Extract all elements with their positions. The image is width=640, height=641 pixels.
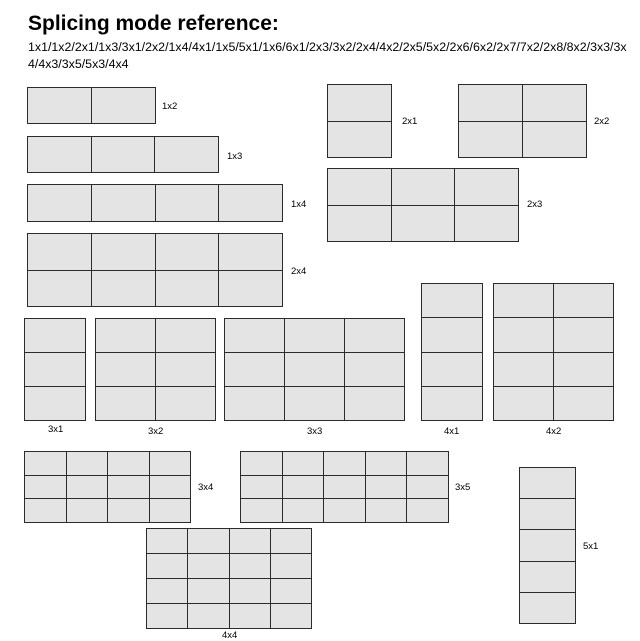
screen-cell <box>523 122 586 158</box>
screen-cell <box>156 185 219 221</box>
layout-3x1-label: 3x1 <box>48 424 64 435</box>
layout-5x1-grid <box>519 467 576 624</box>
screen-cell <box>156 319 215 352</box>
screen-cell <box>96 387 155 420</box>
screen-cell <box>523 85 586 121</box>
screen-cell <box>345 319 404 352</box>
screen-cell <box>520 468 575 498</box>
screen-cell <box>225 353 284 386</box>
screen-cell <box>241 499 282 522</box>
screen-cell <box>219 185 282 221</box>
layout-4x4-label: 4x4 <box>222 630 238 641</box>
layout-1x2-grid <box>27 87 156 124</box>
layout-5x1-label: 5x1 <box>583 541 599 552</box>
screen-cell <box>25 319 85 352</box>
layout-3x2-grid <box>95 318 216 421</box>
screen-cell <box>407 476 448 499</box>
screen-cell <box>108 476 149 499</box>
screen-cell <box>28 185 91 221</box>
screen-cell <box>25 353 85 386</box>
screen-cell <box>520 499 575 529</box>
screen-cell <box>324 452 365 475</box>
layout-2x4-label: 2x4 <box>291 266 307 277</box>
screen-cell <box>28 137 91 172</box>
screen-cell <box>422 353 482 386</box>
screen-cell <box>494 318 553 351</box>
screen-cell <box>28 271 91 307</box>
screen-cell <box>271 554 311 578</box>
screen-cell <box>328 122 391 158</box>
layout-4x1-grid <box>421 283 483 421</box>
screen-cell <box>230 604 270 628</box>
screen-cell <box>25 499 66 522</box>
screen-cell <box>241 476 282 499</box>
screen-cell <box>28 234 91 270</box>
screen-cell <box>459 85 522 121</box>
screen-cell <box>219 234 282 270</box>
screen-cell <box>271 529 311 553</box>
layout-3x2-label: 3x2 <box>148 426 164 437</box>
page-title: Splicing mode reference: <box>28 12 279 35</box>
screen-cell <box>366 452 407 475</box>
layout-3x5-label: 3x5 <box>455 482 471 493</box>
screen-cell <box>25 476 66 499</box>
screen-cell <box>422 284 482 317</box>
screen-cell <box>407 499 448 522</box>
layout-3x3-label: 3x3 <box>307 426 323 437</box>
screen-cell <box>92 234 155 270</box>
screen-cell <box>422 318 482 351</box>
layout-2x2-label: 2x2 <box>594 116 610 127</box>
screen-cell <box>188 604 228 628</box>
splicing-modes-list: 1x1/1x2/2x1/1x3/3x1/2x2/1x4/4x1/1x5/5x1/1x6/6x1/2x3/3x2/2x4/4x2/2x5/5x2/2x6/6x2/2x7/7x2/2x8/8x2/3x3/3x4/4x3/3x5/5x3/4x4 <box>28 40 627 71</box>
screen-cell <box>520 530 575 560</box>
screen-cell <box>67 499 108 522</box>
screen-cell <box>494 284 553 317</box>
screen-cell <box>283 499 324 522</box>
screen-cell <box>147 529 187 553</box>
screen-cell <box>455 169 518 205</box>
screen-cell <box>156 271 219 307</box>
screen-cell <box>285 319 344 352</box>
screen-cell <box>554 387 613 420</box>
layout-1x4-label: 1x4 <box>291 199 307 210</box>
screen-cell <box>92 88 155 123</box>
screen-cell <box>150 499 191 522</box>
layout-3x4-label: 3x4 <box>198 482 214 493</box>
layout-1x2-label: 1x2 <box>162 101 178 112</box>
screen-cell <box>156 234 219 270</box>
screen-cell <box>96 319 155 352</box>
screen-cell <box>147 554 187 578</box>
screen-cell <box>188 529 228 553</box>
screen-cell <box>188 554 228 578</box>
screen-cell <box>108 452 149 475</box>
screen-cell <box>285 387 344 420</box>
screen-cell <box>554 353 613 386</box>
screen-cell <box>92 137 155 172</box>
screen-cell <box>328 169 391 205</box>
screen-cell <box>25 387 85 420</box>
layout-2x1-label: 2x1 <box>402 116 418 127</box>
screen-cell <box>96 353 155 386</box>
screen-cell <box>324 476 365 499</box>
screen-cell <box>92 185 155 221</box>
layout-2x3-grid <box>327 168 519 242</box>
screen-cell <box>407 452 448 475</box>
screen-cell <box>554 284 613 317</box>
screen-cell <box>28 88 91 123</box>
layout-3x5-grid <box>240 451 449 523</box>
screen-cell <box>328 206 391 242</box>
screen-cell <box>520 593 575 623</box>
layout-3x4-grid <box>24 451 191 523</box>
screen-cell <box>225 319 284 352</box>
screen-cell <box>230 554 270 578</box>
screen-cell <box>271 604 311 628</box>
screen-cell <box>283 452 324 475</box>
screen-cell <box>392 206 455 242</box>
layout-4x2-grid <box>493 283 614 421</box>
layout-2x3-label: 2x3 <box>527 199 543 210</box>
screen-cell <box>554 318 613 351</box>
layout-3x3-grid <box>224 318 405 421</box>
screen-cell <box>459 122 522 158</box>
layout-1x4-grid <box>27 184 283 222</box>
screen-cell <box>271 579 311 603</box>
screen-cell <box>328 85 391 121</box>
screen-cell <box>25 452 66 475</box>
screen-cell <box>219 271 282 307</box>
screen-cell <box>188 579 228 603</box>
layout-1x3-grid <box>27 136 219 173</box>
screen-cell <box>324 499 365 522</box>
screen-cell <box>225 387 284 420</box>
screen-cell <box>520 562 575 592</box>
screen-cell <box>156 387 215 420</box>
layout-2x1-grid <box>327 84 392 158</box>
screen-cell <box>241 452 282 475</box>
screen-cell <box>494 353 553 386</box>
screen-cell <box>285 353 344 386</box>
layout-4x4-grid <box>146 528 312 629</box>
screen-cell <box>345 387 404 420</box>
layout-2x4-grid <box>27 233 283 307</box>
layout-2x2-grid <box>458 84 587 158</box>
screen-cell <box>155 137 218 172</box>
screen-cell <box>392 169 455 205</box>
screen-cell <box>108 499 149 522</box>
screen-cell <box>92 271 155 307</box>
layout-3x1-grid <box>24 318 86 421</box>
screen-cell <box>147 604 187 628</box>
screen-cell <box>230 579 270 603</box>
screen-cell <box>67 452 108 475</box>
screen-cell <box>366 476 407 499</box>
layout-4x1-label: 4x1 <box>444 426 460 437</box>
screen-cell <box>150 476 191 499</box>
screen-cell <box>494 387 553 420</box>
screen-cell <box>230 529 270 553</box>
screen-cell <box>156 353 215 386</box>
screen-cell <box>147 579 187 603</box>
screen-cell <box>455 206 518 242</box>
screen-cell <box>67 476 108 499</box>
layout-1x3-label: 1x3 <box>227 151 243 162</box>
screen-cell <box>366 499 407 522</box>
screen-cell <box>150 452 191 475</box>
screen-cell <box>345 353 404 386</box>
layout-4x2-label: 4x2 <box>546 426 562 437</box>
screen-cell <box>422 387 482 420</box>
screen-cell <box>283 476 324 499</box>
